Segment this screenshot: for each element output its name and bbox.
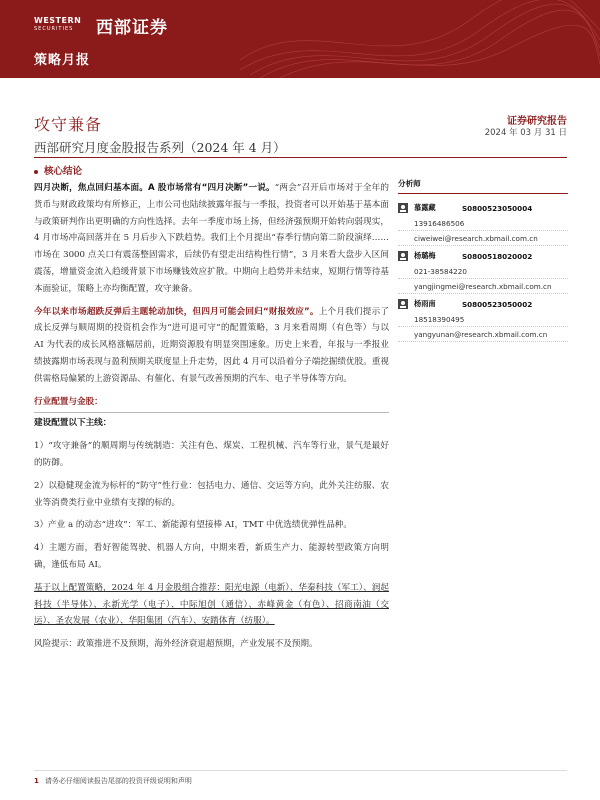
analyst-name: 杨雨南 xyxy=(414,299,436,308)
analyst-email[interactable]: ciweiwei@research.xbmail.com.cn xyxy=(398,231,568,246)
paragraph-1-lead: 四月决断，焦点回归基本面。A 股市场常有“四月决断”一说。 xyxy=(34,183,275,193)
person-icon xyxy=(398,299,408,309)
list-item-2: 2）以稳健现金流为标杆的“防守”性行业：包括电力、通信、交运等方向，此外关注纺服、农业等消费类行业中业绩有支撑的标的。 xyxy=(34,480,389,508)
footer-rule xyxy=(34,770,567,771)
paragraph-1: 四月决断，焦点回归基本面。A 股市场常有“四月决断”一说。“两会”召开后市场对于全年的货币与财政政策均有所修正，上市公司也陆续披露年报与一季报，投资者可以开始基于基本面与政策研判作出更明确的方向性选择。去年一季度市场上扬，但经济强预期开始转向弱现实，4 月市场冲高回落并在 5 月后步入下跌趋势。我们上个月提出“春季行情向第二阶段演绎……市场在 3000 点关口有震荡整固需求，后续仍有望走出结构性行情”，3 月来看大盘步入区间震荡，增量资金流入趋缓背景下市场赚钱效应扩散。中期向上趋势并未结束，短期行情等待基本面验证，策略上亦均衡配置，攻守兼备。 xyxy=(34,183,389,294)
logo-english: WESTERN SECURITIES xyxy=(34,16,82,32)
report-subtitle: 西部研究月度金股报告系列（2024 年 4 月） xyxy=(34,140,286,155)
list-item-3: 3）产业 a 的动态“进攻”：军工、新能源有望接棒 AI，TMT 中优选绩优弹性品种。 xyxy=(34,520,352,531)
suggest-heading: 建设配置以下主线： xyxy=(34,418,112,429)
analyst-name: 杨璐梅 xyxy=(414,251,436,260)
bullet-icon xyxy=(34,170,38,174)
main-body xyxy=(34,180,389,653)
list-item-1: 1）“攻守兼备”的顺周期与传统制造：关注有色、煤炭、工程机械、汽车等行业，景气是最好的防御。 xyxy=(34,441,389,468)
industry-section-heading: 行业配置与金股： xyxy=(34,396,103,407)
page-number: 1 xyxy=(34,777,39,785)
analyst-phone: 18518390495 xyxy=(398,312,568,327)
report-category: 证券研究报告 xyxy=(507,116,567,127)
person-icon xyxy=(398,251,408,261)
analyst-cert: S0800523050002 xyxy=(462,299,533,309)
analyst-card xyxy=(398,200,568,246)
stock-picks: 基于以上配置策略，2024 年 4 月金股组合推荐：阳光电源（电新）、华秦科技（军工）、润起科技（半导体）、永新光学（电子）、中际旭创（通信）、赤峰黄金（有色）、招商南油（交运）、圣农发展（农业）、华阳集团（汽车）、安踏体育（纺服）。 xyxy=(34,582,389,627)
page-footer xyxy=(34,776,192,786)
analyst-card xyxy=(398,296,568,342)
title-rule xyxy=(34,157,567,158)
paragraph-2: 今年以来市场超跌反弹后主题轮动加快，但四月可能会回归“财报效应”。上个月我们提示了成长反弹与顺周期的投资机会作为“进可退可守”的配置策略，3 月来看周期（有色等）与以 AI 为代表的成长风格涨幅居前，近期资源股有明显突围速象。历史上来看，年报与一季报业绩披露期市场表现与盈利预期关联度显上升走势，因此 4 月可以沿着分子端挖掘绩优股。重视供需格局偏紧的上游资源品、有催化、有景气改善预期的汽车、电子半导体等方向。 xyxy=(34,306,389,384)
report-title: 攻守兼备 xyxy=(34,115,103,134)
analyst-cert: S0800523050004 xyxy=(462,203,533,213)
analyst-panel xyxy=(398,178,568,344)
analyst-cert: S0800518020002 xyxy=(462,251,533,261)
footer-disclaimer: 请务必仔细阅读报告尾部的投资评级说明和声明 xyxy=(44,777,192,785)
risk-warning: 风险提示：政策推进不及预期，海外经济衰退超预期，产业发展不及预期。 xyxy=(34,639,318,650)
analyst-name: 慕露藏 xyxy=(414,203,436,212)
analyst-phone: 021-38584220 xyxy=(398,264,568,279)
report-date: 2024 年 03 月 31 日 xyxy=(484,128,567,138)
paragraph-2-lead: 今年以来市场超跌反弹后主题轮动加快，但四月可能会回归“财报效应”。 xyxy=(34,306,319,317)
list-item-4: 4）主题方面，看好智能驾驶、机器人方向，中期来看，新质生产力、能源转型政策方向明确，逢低布局 AI。 xyxy=(34,543,389,570)
logo-chinese: 西部证券 xyxy=(96,17,168,38)
analyst-heading: 分析师 xyxy=(398,178,568,194)
header-decoration xyxy=(240,0,600,78)
report-type: 策略月报 xyxy=(34,53,91,68)
analyst-phone: 13916486506 xyxy=(398,216,568,231)
person-icon xyxy=(398,203,408,213)
report-header xyxy=(0,0,600,78)
core-conclusion-heading: 核心结论 xyxy=(34,163,82,177)
analyst-card xyxy=(398,248,568,294)
company-logo xyxy=(34,10,168,40)
analyst-email[interactable]: yangyunan@research.xbmail.com.cn xyxy=(398,327,568,342)
analyst-email[interactable]: yangjingmei@research.xbmail.com.cn xyxy=(398,279,568,294)
